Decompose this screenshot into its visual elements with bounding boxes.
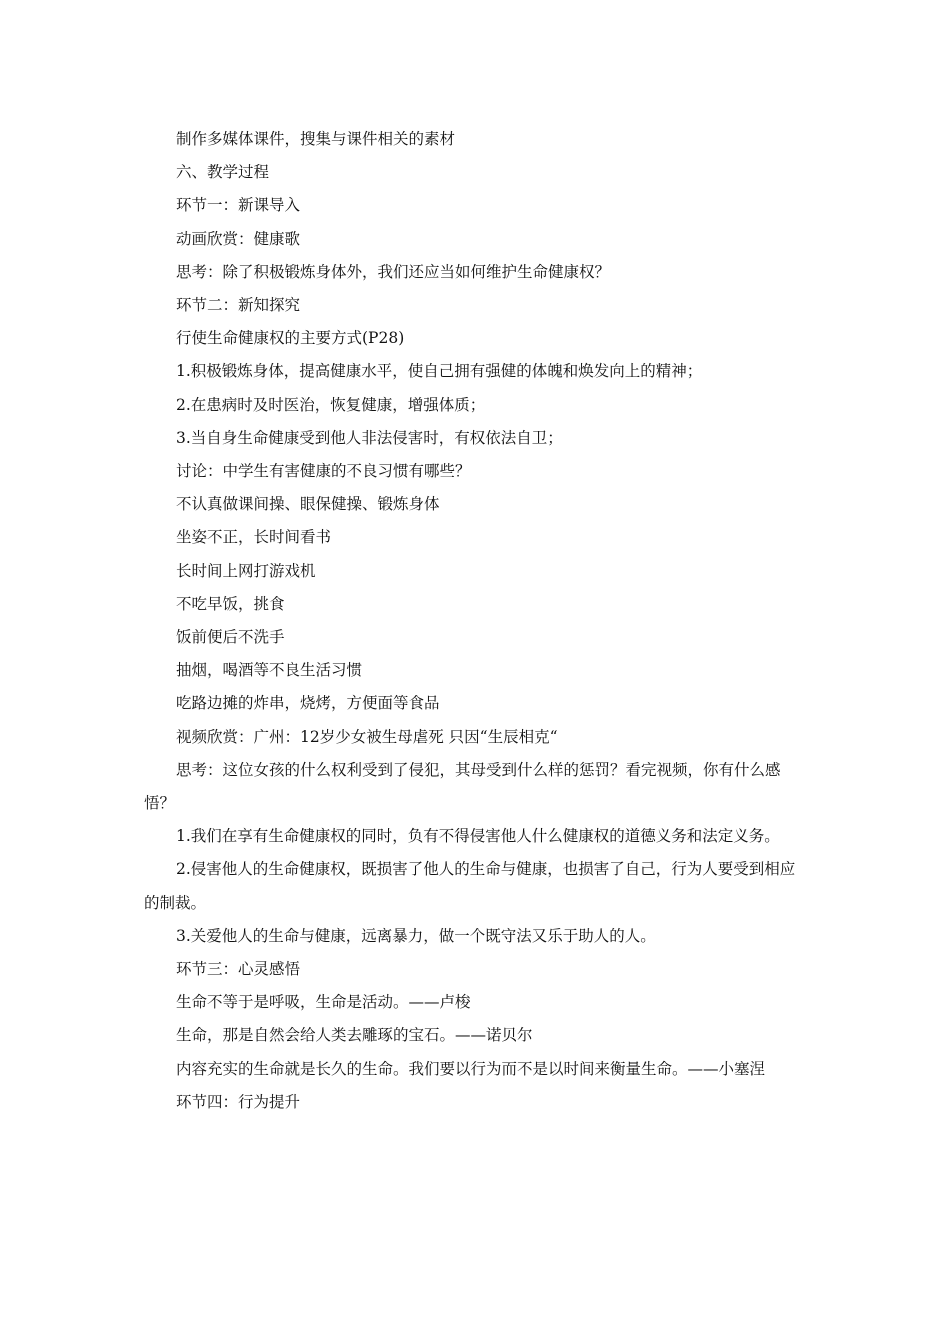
quote: 生命，那是自然会给人类去雕琢的宝石。——诺贝尔 [176,1026,533,1045]
list-item: 不吃早饭，挑食 [176,594,285,613]
quote: 内容充实的生命就是长久的生命。我们要以行为而不是以时间来衡量生命。——小塞涅 [176,1059,766,1078]
paragraph-main-ways: 行使生命健康权的主要方式(P28) [176,329,405,348]
paragraph-video: 视频欣赏：广州：12岁少女被生母虐死 只因“生辰相克“ [176,727,558,746]
paragraph-discussion: 讨论：中学生有害健康的不良习惯有哪些？ [176,462,471,481]
list-item: 2.在患病时及时医治，恢复健康，增强体质； [176,395,486,414]
step-heading-4: 环节四：行为提升 [176,1092,301,1111]
step-heading-3: 环节三：心灵感悟 [176,960,301,979]
document-body [144,123,808,1119]
section-heading-teaching-process: 六、教学过程 [176,163,270,182]
step-heading-2: 环节二：新知探究 [176,296,301,315]
list-item: 2.侵害他人的生命健康权，既损害了他人的生命与健康，也损害了自己，行为人要受到相应的制裁。 [144,860,796,912]
quote: 生命不等于是呼吸，生命是活动。——卢梭 [176,993,471,1012]
list-item: 饭前便后不洗手 [176,628,285,647]
list-item: 3.关爱他人的生命与健康，远离暴力，做一个既守法又乐于助人的人。 [176,926,656,945]
list-item: 坐姿不正，长时间看书 [176,528,332,547]
paragraph-think-2: 思考：这位女孩的什么权利受到了侵犯，其母受到什么样的惩罚？看完视频，你有什么感悟？ [144,760,781,813]
list-item: 长时间上网打游戏机 [176,561,316,580]
list-item: 吃路边摊的炸串，烧烤，方便面等食品 [176,694,440,713]
list-item: 1.积极锻炼身体，提高健康水平，使自己拥有强健的体魄和焕发向上的精神； [176,362,703,381]
paragraph-think-1: 思考：除了积极锻炼身体外，我们还应当如何维护生命健康权？ [176,262,611,281]
paragraph-materials: 制作多媒体课件，搜集与课件相关的素材 [176,130,456,148]
paragraph-animation: 动画欣赏：健康歌 [176,229,301,248]
list-item: 不认真做课间操、眼保健操、锻炼身体 [176,495,440,514]
list-item: 3.当自身生命健康受到他人非法侵害时，有权依法自卫； [176,428,563,447]
step-heading-1: 环节一：新课导入 [176,196,301,215]
list-item: 1.我们在享有生命健康权的同时，负有不得侵害他人什么健康权的道德义务和法定义务。 [176,827,780,846]
list-item: 抽烟，喝酒等不良生活习惯 [176,661,363,680]
